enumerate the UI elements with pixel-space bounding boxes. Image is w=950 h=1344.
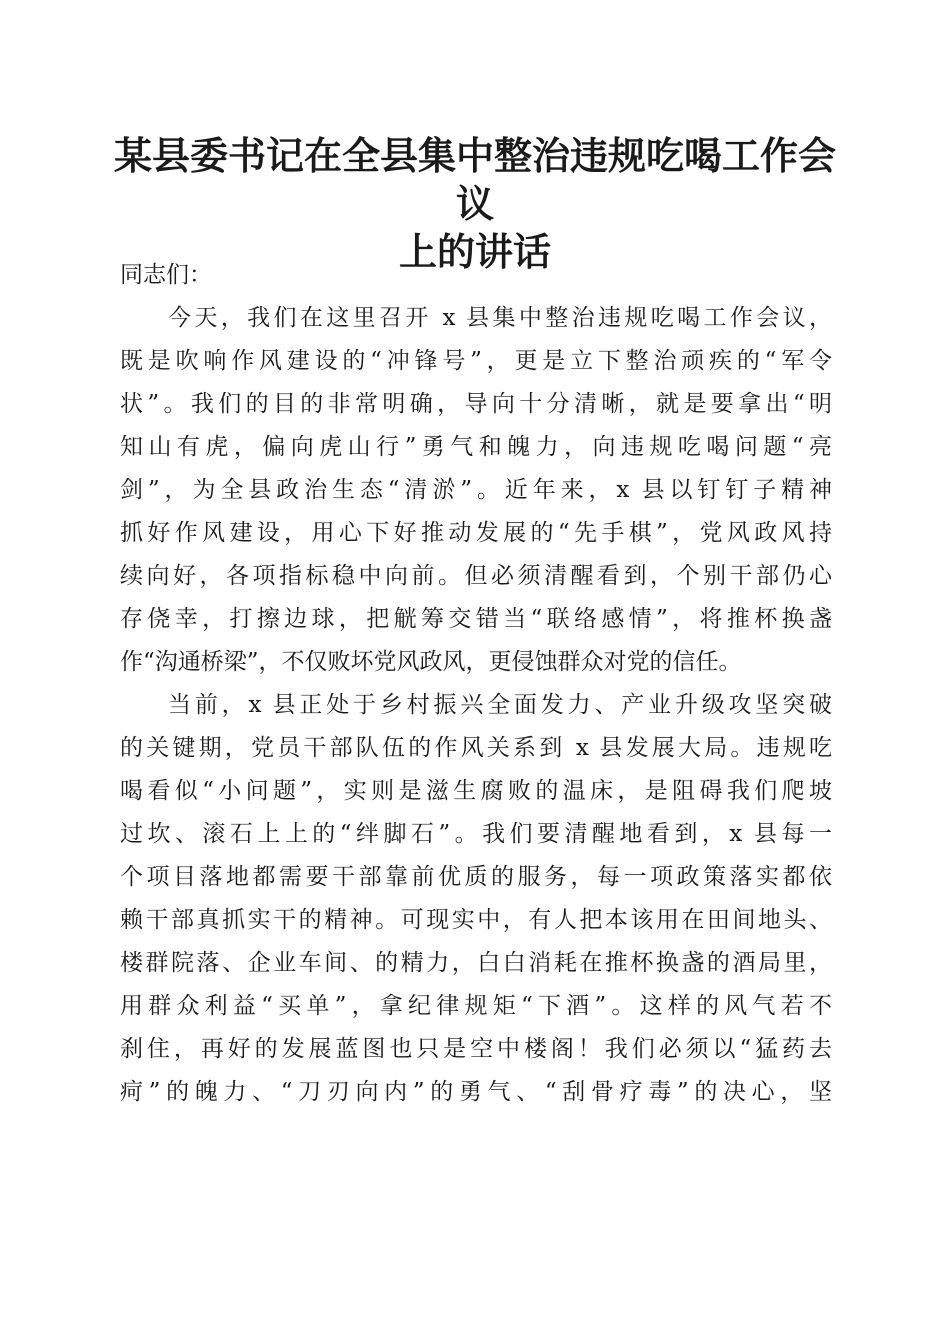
paragraph-line: 喝看似“小问题”，实则是滋生腐败的温床，是阻碍我们爬坡 <box>120 778 832 804</box>
paragraph-line: 剑”，为全县政治生态“清淤”。近年来，x 县以钉钉子精神 <box>120 477 832 503</box>
paragraph-line: 当前，x 县正处于乡村振兴全面发力、产业升级攻坚突破 <box>168 692 832 718</box>
paragraph-line: 个项目落地都需要干部靠前优质的服务，每一项政策落实都依 <box>120 864 832 890</box>
paragraph-2 <box>120 684 832 1114</box>
paragraph-line: 既是吹响作风建设的“冲锋号”，更是立下整治顽疾的“军令 <box>120 348 832 374</box>
paragraph-line: 知山有虎，偏向虎山行”勇气和魄力，向违规吃喝问题“亮 <box>120 434 832 460</box>
title-line-1: 某县委书记在全县集中整治违规吃喝工作会议 <box>113 133 836 226</box>
paragraph-line: 作“沟通桥梁”，不仅败坏党风政风，更侵蚀群众对党的信任。 <box>120 649 742 675</box>
paragraph-line: 楼群院落、企业车间、的精力，白白消耗在推杯换盏的酒局里， <box>120 950 832 976</box>
paragraph-line: 续向好，各项指标稳中向前。但必须清醒看到，个别干部仍心 <box>120 563 832 589</box>
paragraph-line: 赖干部真抓实干的精神。可现实中，有人把本该用在田间地头、 <box>120 907 832 933</box>
document-body <box>120 254 832 1114</box>
paragraph-line: 疴”的魄力、“刀刃向内”的勇气、“刮骨疗毒”的决心，坚 <box>120 1079 832 1105</box>
paragraph-1 <box>120 297 832 684</box>
title-line-2: 上的讲话 <box>398 229 551 274</box>
paragraph-line: 今天，我们在这里召开 x 县集中整治违规吃喝工作会议， <box>168 305 832 331</box>
paragraph-line: 抓好作风建设，用心下好推动发展的“先手棋”，党风政风持 <box>120 520 832 546</box>
paragraph-line: 过坎、滚石上上的“绊脚石”。我们要清醒地看到，x 县每一 <box>120 821 832 847</box>
paragraph-line: 存侥幸，打擦边球，把觥筹交错当“联络感情”，将推杯换盏 <box>120 606 832 632</box>
paragraph-line: 用群众利益“买单”，拿纪律规矩“下酒”。这样的风气若不 <box>120 993 832 1019</box>
paragraph-line: 状”。我们的目的非常明确，导向十分清晰，就是要拿出“明 <box>120 391 832 417</box>
salutation: 同志们： <box>120 262 212 288</box>
paragraph-line: 刹住，再好的发展蓝图也只是空中楼阁！我们必须以“猛药去 <box>120 1036 832 1062</box>
paragraph-line: 的关键期，党员干部队伍的作风关系到 x 县发展大局。违规吃 <box>120 735 832 761</box>
